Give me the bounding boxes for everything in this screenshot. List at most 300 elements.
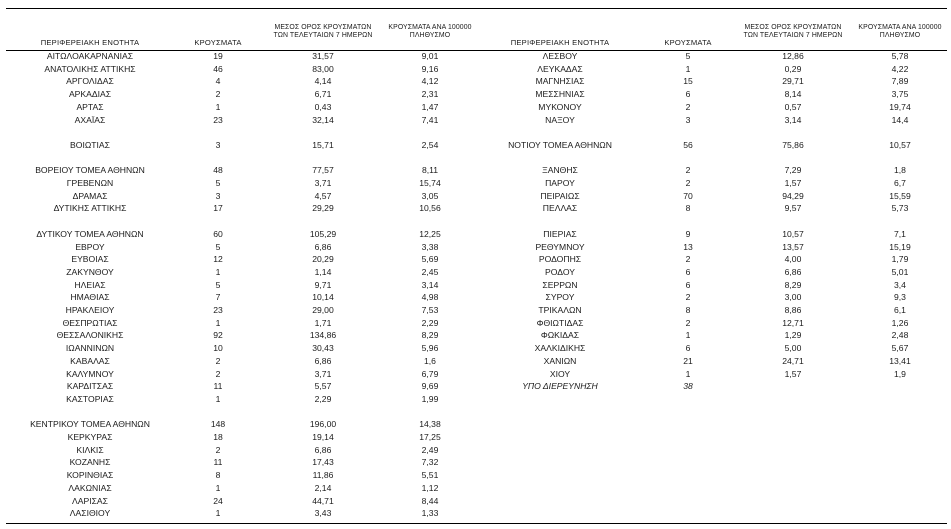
cell-per100k: 7,89	[891, 76, 909, 87]
cell-avg7: 11,86	[312, 470, 334, 481]
cell-avg7: 30,43	[312, 343, 334, 354]
cell-per100k: 2,29	[421, 317, 439, 328]
table-row	[6, 177, 476, 190]
cell-region	[476, 126, 644, 139]
cell-cases: 5	[215, 279, 221, 290]
cell-avg7	[732, 380, 854, 393]
column-header-avg7	[732, 10, 854, 50]
table-row	[6, 418, 476, 431]
cell-region: ΑΙΤΩΛΟΑΚΑΡΝΑΝΙΑΣ	[46, 51, 134, 61]
cell-region: ΒΟΙΩΤΙΑΣ	[70, 139, 110, 150]
table-row	[6, 329, 476, 342]
table-row	[6, 291, 476, 304]
cell-region: ΥΠΟ ΔΙΕΡΕΥΝΗΣΗ	[522, 381, 598, 392]
cell-avg7: 7,29	[784, 165, 802, 176]
cell-per100k: 9,01	[421, 51, 439, 61]
cell-region	[476, 152, 644, 165]
cell-avg7: 6,86	[314, 444, 332, 455]
column-header-avg7-line1: ΜΕΣΟΣ ΟΡΟΣ ΚΡΟΥΣΜΑΤΩΝ	[744, 23, 842, 31]
cell-per100k: 2,48	[891, 330, 909, 341]
spacer-row	[476, 215, 946, 228]
table-row	[6, 342, 476, 355]
cell-region: ΜΥΚΟΝΟΥ	[538, 101, 582, 112]
column-header-per100k	[854, 10, 946, 50]
cell-per100k: 14,38	[419, 419, 441, 430]
table-row	[476, 291, 946, 304]
cell-avg7: 5,00	[784, 343, 802, 354]
column-header-cases: ΚΡΟΥΣΜΑΤΑ	[664, 37, 712, 47]
table-row	[6, 139, 476, 152]
cell-region: ΛΑΣΙΘΙΟΥ	[69, 508, 111, 519]
cell-avg7	[262, 406, 384, 419]
cell-per100k: 2,49	[421, 444, 439, 455]
table-row	[476, 368, 946, 381]
cell-per100k: 8,11	[421, 165, 439, 176]
cell-per100k: 1,12	[421, 482, 439, 493]
cell-region: ΓΡΕΒΕΝΩΝ	[66, 178, 114, 188]
cell-cases	[644, 152, 732, 165]
cell-avg7: 32,14	[312, 114, 334, 125]
cell-avg7: 6,86	[784, 266, 802, 277]
cell-region: ΡΕΘΥΜΝΟΥ	[535, 241, 585, 252]
cell-cases: 24	[213, 495, 223, 506]
cell-cases: 11	[213, 381, 223, 392]
cell-region	[6, 126, 174, 139]
table-row	[6, 431, 476, 444]
cell-region: ΛΑΚΩΝΙΑΣ	[68, 482, 112, 493]
cell-per100k: 1,26	[891, 317, 909, 328]
cell-avg7: 105,29	[309, 228, 337, 239]
cell-avg7: 4,14	[314, 76, 332, 87]
cell-cases: 2	[215, 368, 221, 379]
cell-per100k: 5,01	[891, 266, 909, 277]
cell-per100k: 15,19	[889, 241, 911, 252]
cell-cases: 18	[213, 432, 223, 443]
cell-region: ΗΜΑΘΙΑΣ	[70, 292, 110, 303]
cell-cases: 8	[685, 203, 691, 214]
table-row	[476, 317, 946, 330]
cell-per100k: 5,69	[421, 254, 439, 265]
column-header-per100k-line1: ΚΡΟΥΣΜΑΤΑ ΑΝΑ 100000	[388, 23, 472, 31]
cell-cases: 148	[210, 419, 226, 430]
cell-region: ΦΩΚΙΔΑΣ	[540, 330, 580, 341]
column-header-per100k-line1: ΚΡΟΥΣΜΑΤΑ ΑΝΑ 100000	[858, 23, 942, 31]
cell-per100k: 6,7	[894, 178, 906, 188]
cell-avg7: 9,57	[784, 203, 802, 214]
cell-per100k: 1,8	[894, 165, 906, 176]
cell-per100k	[854, 380, 946, 393]
column-header-avg7-line2: ΤΩΝ ΤΕΛΕΥΤΑΙΩΝ 7 ΗΜΕΡΩΝ	[273, 32, 373, 40]
cell-avg7: 1,71	[314, 317, 332, 328]
cell-region: ΘΕΣΣΑΛΟΝΙΚΗΣ	[56, 330, 124, 341]
cell-region: ΧΑΛΚΙΔΙΚΗΣ	[534, 343, 586, 354]
cell-per100k: 1,33	[421, 508, 439, 519]
table-row	[476, 139, 946, 152]
cell-avg7: 44,71	[312, 495, 334, 506]
table-row	[6, 393, 476, 406]
cell-per100k: 5,96	[421, 343, 439, 354]
cell-region: ΚΑΡΔΙΤΣΑΣ	[66, 381, 114, 392]
table-row	[476, 114, 946, 127]
table-row	[6, 304, 476, 317]
cell-cases: 48	[213, 165, 223, 176]
cell-avg7: 77,57	[312, 165, 334, 176]
cell-region: ΤΡΙΚΑΛΩΝ	[538, 305, 582, 316]
cell-region: ΗΡΑΚΛΕΙΟΥ	[65, 305, 115, 316]
table-row	[6, 164, 476, 177]
table-row	[476, 177, 946, 190]
cell-cases: 9	[685, 228, 691, 239]
cell-region: ΑΧΑΪΑΣ	[74, 114, 106, 125]
cell-cases	[174, 126, 262, 139]
cell-per100k: 15,59	[889, 190, 911, 201]
table-row	[6, 444, 476, 457]
table-row	[6, 482, 476, 495]
cell-region: ΡΟΔΟΠΗΣ	[538, 254, 582, 265]
spacer-row	[6, 152, 476, 165]
cell-cases	[174, 152, 262, 165]
cell-cases: 1	[215, 482, 221, 493]
cell-region: ΔΥΤΙΚΗΣ ΑΤΤΙΚΗΣ	[53, 203, 127, 214]
cell-region: ΧΑΝΙΩΝ	[543, 355, 577, 366]
cell-cases: 56	[683, 139, 693, 150]
cell-region: ΠΑΡΟΥ	[545, 178, 575, 188]
cell-cases: 1	[215, 317, 221, 328]
cell-cases: 1	[215, 393, 221, 404]
cell-cases: 8	[215, 470, 221, 481]
table-row	[6, 202, 476, 215]
cell-region: ΑΡΚΑΔΙΑΣ	[68, 89, 112, 100]
cell-avg7: 3,71	[314, 368, 332, 379]
cell-cases: 6	[685, 279, 691, 290]
cell-region: ΝΟΤΙΟΥ ΤΟΜΕΑ ΑΘΗΝΩΝ	[508, 139, 612, 150]
cell-per100k: 2,54	[421, 139, 439, 150]
table-row	[476, 164, 946, 177]
table-row	[476, 253, 946, 266]
cell-region: ΚΑΒΑΛΑΣ	[70, 355, 110, 366]
table-row	[6, 190, 476, 203]
table-row	[476, 88, 946, 101]
table-row	[6, 266, 476, 279]
cell-avg7: 29,71	[782, 76, 804, 87]
cell-region: ΚΕΝΤΡΙΚΟΥ ΤΟΜΕΑ ΑΘΗΝΩΝ	[30, 419, 150, 430]
cell-avg7: 1,29	[784, 330, 802, 341]
cell-avg7: 5,57	[314, 381, 332, 392]
cell-cases: 3	[685, 114, 691, 125]
cell-cases: 2	[215, 355, 221, 366]
cell-cases: 70	[683, 190, 693, 201]
table-row	[6, 101, 476, 114]
cell-avg7: 0,57	[784, 101, 802, 112]
cell-cases: 23	[213, 114, 223, 125]
cell-cases: 38	[683, 381, 693, 392]
cell-avg7: 196,00	[309, 419, 337, 430]
cell-per100k: 9,69	[421, 381, 439, 392]
table-row	[476, 380, 946, 393]
cell-per100k: 12,25	[419, 228, 441, 239]
table-row	[476, 329, 946, 342]
table-row	[6, 368, 476, 381]
column-header-region: ΠΕΡΙΦΕΡΕΙΑΚΗ ΕΝΟΤΗΤΑ	[510, 37, 610, 47]
cell-avg7	[732, 126, 854, 139]
cell-cases: 23	[213, 305, 223, 316]
cell-region: ΦΘΙΩΤΙΔΑΣ	[536, 317, 584, 328]
cell-cases: 2	[685, 101, 691, 112]
cell-region	[476, 215, 644, 228]
cell-per100k: 6,79	[421, 368, 439, 379]
table-row	[476, 101, 946, 114]
table-row	[6, 469, 476, 482]
cell-region: ΧΙΟΥ	[549, 368, 571, 379]
table-row	[476, 304, 946, 317]
table-row	[6, 228, 476, 241]
cell-region: ΣΕΡΡΩΝ	[542, 279, 578, 290]
bottom-rule	[6, 523, 947, 524]
cell-region: ΑΡΓΟΛΙΔΑΣ	[66, 76, 114, 87]
cell-avg7: 24,71	[782, 355, 804, 366]
table-row	[6, 253, 476, 266]
table-row	[6, 50, 476, 63]
cell-per100k: 1,6	[424, 355, 436, 366]
cell-per100k: 4,12	[421, 76, 439, 87]
cell-cases: 1	[685, 368, 691, 379]
cell-cases: 2	[685, 165, 691, 176]
cell-per100k: 3,14	[421, 279, 439, 290]
cell-avg7: 17,43	[312, 457, 334, 468]
cell-per100k: 2,45	[421, 266, 439, 277]
cell-avg7: 10,57	[782, 228, 804, 239]
cell-cases: 11	[213, 457, 223, 468]
cell-per100k: 5,67	[891, 343, 909, 354]
cell-avg7: 8,14	[784, 89, 802, 100]
cell-region: ΔΡΑΜΑΣ	[72, 190, 108, 201]
column-header-region: ΠΕΡΙΦΕΡΕΙΑΚΗ ΕΝΟΤΗΤΑ	[40, 37, 140, 47]
cell-per100k: 17,25	[419, 432, 441, 443]
cell-per100k	[854, 215, 946, 228]
column-header-per100k	[384, 10, 476, 50]
column-header-per100k-line2: ΠΛΗΘΥΣΜΟ	[879, 32, 921, 40]
column-header-avg7-line2: ΤΩΝ ΤΕΛΕΥΤΑΙΩΝ 7 ΗΜΕΡΩΝ	[743, 32, 843, 40]
cell-cases: 2	[685, 292, 691, 303]
cell-cases: 1	[685, 63, 691, 74]
cell-avg7: 94,29	[782, 190, 804, 201]
cell-avg7: 10,14	[312, 292, 334, 303]
cell-per100k: 7,32	[421, 457, 439, 468]
cell-region: ΔΥΤΙΚΟΥ ΤΟΜΕΑ ΑΘΗΝΩΝ	[36, 228, 144, 239]
table-row	[6, 75, 476, 88]
cell-avg7: 15,71	[312, 139, 334, 150]
cell-per100k	[384, 215, 476, 228]
spacer-row	[6, 126, 476, 139]
cell-per100k: 3,05	[421, 190, 439, 201]
cell-per100k: 4,22	[891, 63, 909, 74]
cell-region: ΗΛΕΙΑΣ	[74, 279, 106, 290]
table-row	[6, 114, 476, 127]
cell-avg7: 20,29	[312, 254, 334, 265]
cell-per100k: 7,41	[421, 114, 439, 125]
cell-per100k: 1,9	[894, 368, 906, 379]
cell-region: ΚΟΡΙΝΘΙΑΣ	[66, 470, 114, 481]
cell-avg7: 134,86	[309, 330, 337, 341]
cell-avg7: 29,00	[312, 305, 334, 316]
cell-per100k: 3,75	[891, 89, 909, 100]
cell-cases: 2	[685, 254, 691, 265]
cell-region: ΑΝΑΤΟΛΙΚΗΣ ΑΤΤΙΚΗΣ	[44, 63, 136, 74]
cell-per100k: 1,99	[421, 393, 439, 404]
cell-avg7: 12,86	[782, 51, 804, 61]
cell-region: ΕΥΒΟΙΑΣ	[71, 254, 109, 265]
column-header-per100k-line2: ΠΛΗΘΥΣΜΟ	[409, 32, 451, 40]
column-header-avg7	[262, 10, 384, 50]
cell-region: ΠΙΕΡΙΑΣ	[543, 228, 577, 239]
cell-per100k: 10,57	[889, 139, 911, 150]
cell-avg7: 2,29	[314, 393, 332, 404]
cell-region	[6, 152, 174, 165]
cell-cases: 17	[213, 203, 223, 214]
cell-cases: 4	[215, 76, 221, 87]
table-row	[6, 507, 476, 520]
cell-avg7: 1,57	[784, 178, 802, 188]
table-row	[476, 241, 946, 254]
left-table-body	[6, 50, 476, 520]
column-header-cases: ΚΡΟΥΣΜΑΤΑ	[194, 37, 242, 47]
cell-per100k: 3,38	[421, 241, 439, 252]
right-table-body	[476, 50, 946, 393]
cell-per100k: 9,3	[894, 292, 906, 303]
cell-cases: 15	[683, 76, 693, 87]
column-header-avg7-line1: ΜΕΣΟΣ ΟΡΟΣ ΚΡΟΥΣΜΑΤΩΝ	[274, 23, 372, 31]
cell-cases: 2	[685, 317, 691, 328]
table-row	[6, 495, 476, 508]
cell-avg7: 6,86	[314, 355, 332, 366]
cell-avg7: 3,14	[784, 114, 802, 125]
cell-per100k	[854, 152, 946, 165]
cell-region	[6, 215, 174, 228]
cell-per100k: 7,1	[894, 228, 906, 239]
table-row	[6, 355, 476, 368]
cell-avg7: 31,57	[312, 51, 334, 61]
cell-per100k: 3,4	[894, 279, 906, 290]
regional-tables-container	[6, 10, 947, 520]
cell-avg7: 6,71	[314, 89, 332, 100]
cell-per100k	[384, 406, 476, 419]
cell-avg7: 12,71	[782, 317, 804, 328]
cell-avg7	[732, 152, 854, 165]
cell-per100k: 2,31	[421, 89, 439, 100]
cell-region: ΚΕΡΚΥΡΑΣ	[67, 432, 113, 443]
cell-region: ΜΕΣΣΗΝΙΑΣ	[535, 89, 585, 100]
cell-cases: 6	[685, 266, 691, 277]
right-region-table	[476, 10, 946, 393]
cell-cases: 1	[215, 508, 221, 519]
table-row	[6, 241, 476, 254]
table-row	[6, 380, 476, 393]
cell-per100k: 19,74	[889, 101, 911, 112]
cell-cases: 13	[683, 241, 693, 252]
cell-cases: 3	[215, 139, 221, 150]
cell-cases: 5	[215, 178, 221, 188]
cell-cases: 3	[215, 190, 221, 201]
spacer-row	[476, 152, 946, 165]
cell-region: ΙΩΑΝΝΙΝΩΝ	[65, 343, 115, 354]
cell-avg7: 4,00	[784, 254, 802, 265]
cell-region: ΚΙΛΚΙΣ	[76, 444, 104, 455]
cell-per100k	[384, 126, 476, 139]
cell-per100k	[854, 126, 946, 139]
cell-cases: 1	[685, 330, 691, 341]
cell-per100k: 8,29	[421, 330, 439, 341]
cell-cases: 6	[685, 89, 691, 100]
table-row	[6, 456, 476, 469]
left-region-table	[6, 10, 476, 520]
cell-cases: 19	[213, 51, 223, 61]
table-row	[476, 190, 946, 203]
cell-region: ΚΑΛΥΜΝΟΥ	[66, 368, 114, 379]
table-row	[476, 50, 946, 63]
cell-avg7: 1,14	[314, 266, 332, 277]
cell-region: ΜΑΓΝΗΣΙΑΣ	[535, 76, 585, 87]
cell-per100k: 7,53	[421, 305, 439, 316]
cell-cases	[174, 215, 262, 228]
cell-per100k: 5,78	[891, 51, 909, 61]
cell-cases	[644, 215, 732, 228]
cell-cases: 46	[213, 63, 223, 74]
cell-avg7: 4,57	[314, 190, 332, 201]
cell-per100k: 6,1	[894, 305, 906, 316]
cell-avg7	[262, 126, 384, 139]
table-row	[476, 279, 946, 292]
cell-cases: 92	[213, 330, 223, 341]
cell-region: ΛΑΡΙΣΑΣ	[72, 495, 108, 506]
cell-cases: 7	[215, 292, 221, 303]
cell-avg7: 8,29	[784, 279, 802, 290]
cell-region: ΝΑΞΟΥ	[545, 114, 575, 125]
table-row	[476, 75, 946, 88]
cell-per100k: 1,47	[421, 101, 439, 112]
cell-avg7: 2,14	[314, 482, 332, 493]
cell-per100k: 4,98	[421, 292, 439, 303]
cell-per100k: 1,79	[891, 254, 909, 265]
cell-avg7	[262, 215, 384, 228]
cell-per100k	[384, 152, 476, 165]
cell-cases	[174, 406, 262, 419]
top-rule	[6, 8, 947, 9]
header-row	[476, 10, 946, 50]
cell-region: ΛΕΣΒΟΥ	[542, 51, 578, 61]
table-row	[6, 317, 476, 330]
cell-avg7	[732, 215, 854, 228]
cell-region: ΣΥΡΟΥ	[545, 292, 575, 303]
cell-cases: 1	[215, 266, 221, 277]
cell-cases: 12	[213, 254, 223, 265]
cell-cases: 2	[215, 444, 221, 455]
cell-avg7: 83,00	[312, 63, 334, 74]
cell-avg7: 9,71	[314, 279, 332, 290]
cell-cases: 2	[685, 178, 691, 188]
table-row	[476, 355, 946, 368]
cell-region: ΠΕΛΛΑΣ	[542, 203, 578, 214]
cell-region: ΖΑΚΥΝΘΟΥ	[66, 266, 114, 277]
table-row	[476, 202, 946, 215]
cell-avg7: 8,86	[784, 305, 802, 316]
cell-cases: 21	[683, 355, 693, 366]
cell-region: ΚΑΣΤΟΡΙΑΣ	[66, 393, 114, 404]
cell-region: ΘΕΣΠΡΩΤΙΑΣ	[62, 317, 118, 328]
cell-cases: 60	[213, 228, 223, 239]
cell-per100k: 8,44	[421, 495, 439, 506]
table-row	[476, 228, 946, 241]
cell-per100k: 10,56	[419, 203, 441, 214]
